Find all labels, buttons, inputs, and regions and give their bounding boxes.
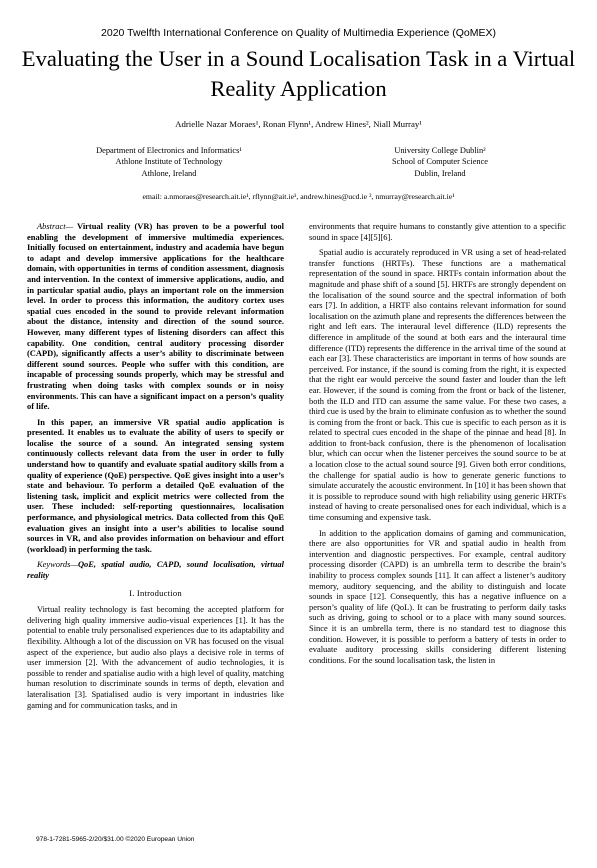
right-column: [309, 221, 566, 670]
keywords-label: Keywords—: [37, 559, 78, 570]
conference-header: 2020 Twelfth International Conference on Quality of Multimedia Experience (QoMEX): [101, 27, 496, 39]
abstract-label: Abstract—: [37, 221, 74, 231]
affiliation-left-institute: Athlone Institute of Technology: [115, 157, 223, 167]
copyright-footer: 978-1-7281-5965-2/20/$31.00 ©2020 European Union: [36, 836, 195, 843]
affiliation-left-location: Athlone, Ireland: [141, 168, 197, 178]
affiliation-left: [44, 145, 294, 179]
intro-paragraph-3: In addition to the application domains of gaming and communication, there are also opportunities for VR and spatial audio in health from intervention and diagnostic perspectives. For example, central auditory processing disorder (CAPD) is an umbrella term to describe the brain’s inability to process complex sounds [11]. It can affect a listener’s auditory memory, auditory sequencing, and the ability to distinguish and locate sounds in space [12]. Consequently, this has a negative influence on a person’s quality of life (QoL). It can be frustrating to perform daily tasks such as driving, going to school or to a place with many sound sources. Since it is an umbrella term, there is no standard test to diagnose this condition. However, it is possible to perform a battery of tests in order to evaluate auditory processing skills considering different listening conditions. For the sound localisation task, the listen in: [309, 527, 566, 665]
keywords-paragraph: [27, 559, 284, 580]
paper-title: Evaluating the User in a Sound Localisation Task in a Virtual Reality Application: [21, 46, 576, 101]
affiliation-right-university: University College Dublin²: [394, 146, 486, 155]
section-heading-introduction: I. Introduction: [129, 587, 182, 598]
left-column: [27, 221, 284, 715]
author-list: Adrielle Nazar Moraes¹, Ronan Flynn¹, Andrew Hines², Niall Murray¹: [175, 119, 422, 129]
author-emails: email: a.nmoraes@research.ait.ie¹, rflynn@ait.ie¹, andrew.hines@ucd.ie ², nmurray@research.ait.ie¹: [142, 192, 455, 201]
affiliation-right-location: Dublin, Ireland: [414, 168, 466, 178]
intro-paragraph-2: Spatial audio is accurately reproduced in VR using a set of head-related transfer functions (HRTFs). These functions are a mathematical representation of the sound in space. HRTFs contain information about the magnitude and phase shift of a sound [5]. HRTFs are strongly dependent on the localisation of the sound source and the spectral information of both ears [7]. In addition, a HRTF also contains relevant information for sound localisation on the azimuth plane and represents the differences between the right and left ears. The interaural level difference (ILD) represents the difference in amplitude of the sound at both ears and the interaural time difference (ITD) represents the difference in the arrival time of the sound at each ear [3]. These characteristics are important in terms of how sounds are perceived. For instance, if the sound is coming from the right, it is expected that the right ear would perceive the sound faster and louder than the left ear. However, if the sound is coming from the front or back of the listener, both the ILD and ITD can assume the same value. For these two cases, a third cue is used by the brain to eliminate confusion as to whether the sound is coming from the front or back. This cue is specific to each person as it is related to spectral cues encoded in the shape of the pinnae and head [8]. In addition to front-back confusion, there is the phenomenon of localisation blur, which can occur when the listener perceives the sound source to be at a location close to the actual sound source [9]. Given both error conditions, the challenge for spatial audio is how to generate generic functions to simulate accurately the acoustic environment. In [10] it has been shown that it is possible to reproduce sound with high reliability using generic HRTFs instead of having to create personalised ones for each individual, which is a time consuming and expensive task.: [309, 247, 566, 523]
intro-paragraph-1: Virtual reality technology is fast becoming the accepted platform for delivering high quality immersive audio-visual experiences [1]. It has the potential to enable truly personalised experiences due to its adaptability and flexibility. Although a lot of the discussion on VR has focused on the visual aspect of the experience, but audio also plays a decisive role in terms of user immersion [2]. With the advancement of audio technologies, it is possible to render and spatialise audio with a high level of quality, matching human resolution to discriminate sounds in terms of depth, elevation and lateralisation [3]. Spatialised audio is very important in industries like gaming and for communication tasks, and in: [27, 604, 284, 710]
intro-paragraph-continued: environments that require humans to constantly give attention to a specific sound in space [4][5][6].: [309, 221, 566, 242]
affiliation-right-school: School of Computer Science: [391, 157, 489, 167]
abstract-paragraph-2: In this paper, an immersive VR spatial audio application is presented. It enables us to evaluate the ability of users to specify or localise the source of a sound. An integrated sensing system continuously collects relevant data from the user in order to fully understand how to quantify and evaluate spatial auditory skills from a quality of experience (QoE) perspective. QoE gives insight into a user’s state and behaviour. To perform a detailed QoE evaluation of the listening task, implicit and explicit metrics were collected from the user. These included: self-reporting questionnaires, localisation performance, and physiological metrics. Data collected from this QoE evaluation gives an insight into a user’s abilities to localise sound sources in VR, and also provides information on behaviour and effort (workload) in performing the task.: [27, 416, 284, 554]
abstract-paragraph: [27, 221, 284, 412]
abstract-text: Virtual reality (VR) has proven to be a powerful tool enabling the development of immersive multimedia experiences. Initially focused on entertainment, industry and academia have begun to adapt and develop immersive applications for the healthcare domain, with opportunities in terms of condition assessment, diagnosis and intervention. In the context of immersive applications, audio, and in particular spatial audio, plays an important role on the immersion level. In order to process this information, the auditory cortex uses spatial cues encoded in the sound to provide relevant information about the distance, intensity and direction of the sound source. However, many different types of listening disorders can affect this capability. One condition, central auditory processing disorder (CAPD), significantly affects a user’s ability to discriminate between different sound sources. People who suffer with this condition, are incapable of processing sounds properly, which may be stressful and frustrating when doing tasks with complex sounds or in noisy environments. This can have a significant impact on a person’s quality of life.: [27, 221, 284, 412]
affiliation-left-dept: Department of Electronics and Informatics¹: [96, 146, 242, 155]
affiliation-right: [330, 145, 550, 179]
keywords-text: QoE, spatial audio, CAPD, sound localisation, virtual reality: [27, 559, 284, 580]
